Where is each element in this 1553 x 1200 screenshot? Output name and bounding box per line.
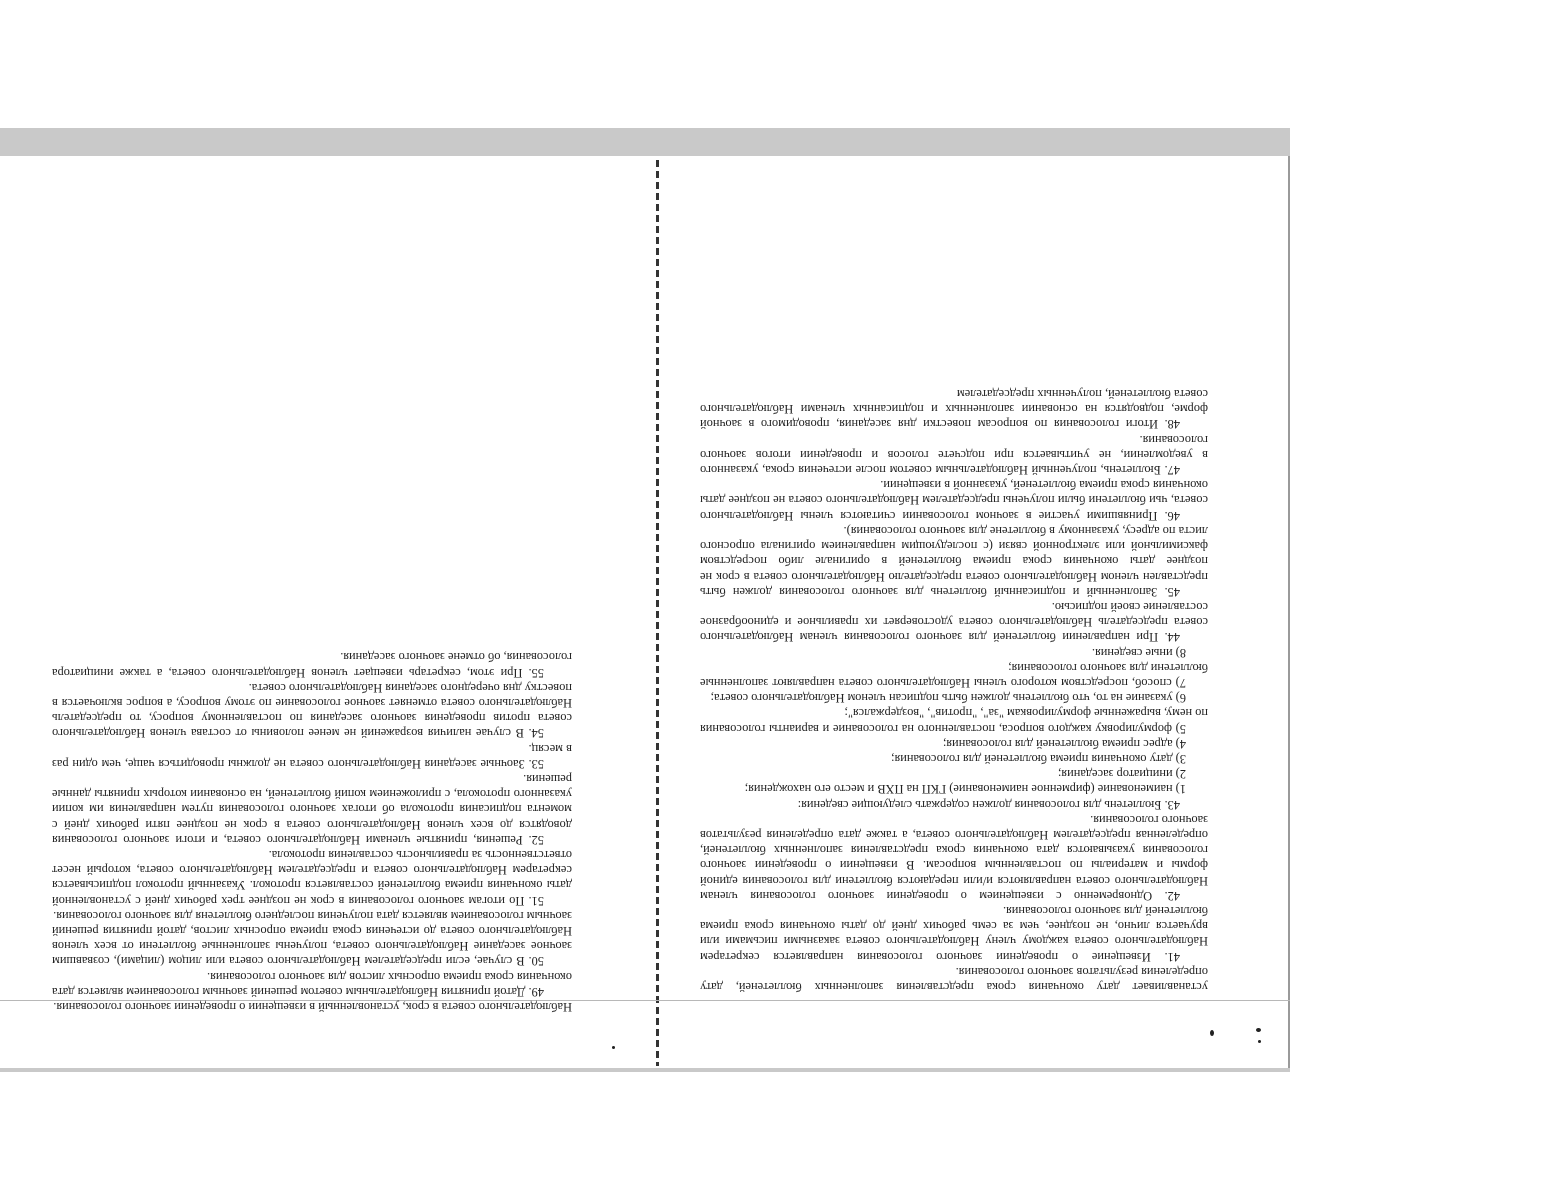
list-item: 7) способ, посредством которого члены Наблюдательного совета направляют заполненные бюллетени для заочного голосования; (700, 660, 1208, 690)
list-item: 4) адрес приема бюллетеней для голосования; (942, 736, 1186, 751)
page-fold-line (656, 160, 659, 1066)
paragraph: 45. Заполненный и подписанный бюллетень для заочного голосования должен быть представлен членом Наблюдательного совета председателю Наблюдательного совета в срок не позднее даты окончания срока приема бюллетеней в оригинале либо посредством факсимильной или электронной связи (с последующим направлением оригинала опросного листа по адресу, указанному в бюллетене для заочного голосования). (700, 523, 1208, 599)
paragraph: устанавливает дату окончания срока представления заполненных бюллетеней, дату определения результатов заочного голосования. (700, 964, 1208, 994)
sheet-edge (1288, 156, 1290, 1068)
list-item: 1) наименование (фирменное наименование) ГКП на ПХВ и место его нахождения; (744, 782, 1186, 797)
paragraph: 53. Заочные заседания Наблюдательного совета не должны проводиться чаще, чем один раз в месяц. (52, 741, 572, 771)
paragraph: 49. Датой принятия Наблюдательным советом решений заочным голосованием является дата окончания срока приема опросных листов для заочного голосования. (52, 969, 572, 999)
list-item: 3) дату окончания приема бюллетеней для голосования; (891, 751, 1186, 766)
list-item: 8) иные сведения. (1091, 645, 1186, 660)
paragraph: 43. Бюллетень для голосования должен содержать следующие сведения: (797, 797, 1180, 812)
list-item: 2) инициатор заседания; (1057, 767, 1186, 782)
paragraph: 42. Одновременно с извещением о проведении заочного голосования членам Наблюдательного совета направляются и/или передаются бюллетени для голосования единой формы и материалы по поставленным вопросам. В извещении о проведении заочного голосования указываются дата окончания срока представления заполненных бюллетеней, определенная председателем Наблюдательного совета, а также дата определения результатов заочного голосования. (700, 812, 1208, 903)
scan-speck (1258, 1040, 1261, 1043)
list-item: 5) формулировку каждого вопроса, поставленного на голосование и варианты голосования по нему, выраженные формулировкам "за", "против", "воздержался"; (700, 706, 1208, 736)
paragraph: 51. По итогам заочного голосования в срок не позднее трех рабочих дней с установленной даты окончания приема бюллетеней составляется протокол. Указанный протокол подписывается секретарем Наблюдательного совета и председателем Наблюдательного совета, который несет ответственность за правильность составления протокола. (52, 847, 572, 908)
list-item: 6) указание на то, что бюллетень должен быть подписан членом Наблюдательного совета; (710, 691, 1186, 706)
scan-speck (1210, 1030, 1214, 1036)
scan-speck (1256, 1028, 1261, 1032)
paragraph: 54. В случае наличия возражений не менее половины от состава членов Наблюдательного совета против проведения заочного заседания по поставленному вопросу, то председатель Наблюдательного совета отменяет заочное голосование по этому вопросу, а вопрос включается в повестку дня очередного заседания Наблюдательного совета. (52, 680, 572, 741)
right-page-text (700, 210, 1208, 994)
paragraph: 46. Принявшими участие в заочном голосовании считаются члены Наблюдательного совета, чьи бюллетени были получены председателем Наблюдательного совета не позднее даты окончания срока приема бюллетеней, указанной в извещении. (700, 478, 1208, 523)
paragraph: 44. При направлении бюллетеней для заочного голосования членам Наблюдательного совета председатель Наблюдательного совета удостоверяет их правильное и единообразное составление своей подписью. (700, 599, 1208, 645)
left-page-text (52, 502, 572, 1014)
paragraph: Наблюдательного совета в срок, установленный в извещении о проведении заочного голосования. (53, 1000, 572, 1014)
paragraph: 52. Решения, принятые членами Наблюдательного совета, и итоги заочного голосования доводятся до всех членов Наблюдательного совета в срок не позднее пяти рабочих дней с момента подписания протокола об итогах заочного голосования путем направления им копии указанного протокола, с приложением копий бюллетеней, на основании которых приняты данные решения. (52, 771, 572, 847)
paragraph: 41. Извещение о проведении заочного голосования направляется секретарем Наблюдательного совета каждому члену Наблюдательного совета заказными письмами или вручается лично, не позднее, чем за семь рабочих дней до даты окончания срока приема бюллетеней для заочного голосования. (700, 903, 1208, 964)
paragraph: 48. Итоги голосования по вопросам повестки дня заседания, проводимого в заочной форме, подводятся на основании заполненных и подписанных членами Наблюдательного совета бюллетеней, полученных председателем (700, 387, 1208, 432)
paragraph: 55. При этом, секретарь извещает членов Наблюдательного совета, а также инициатора голосования, об отмене заочного заседания. (52, 650, 572, 680)
scan-speck (612, 1046, 615, 1049)
paragraph: 47. Бюллетень, полученный Наблюдательным советом после истечения срока, указанного в уведомлении, не учитывается при подсчете голосов и проведении итогов заочного голосования. (700, 432, 1208, 478)
paragraph: 50. В случае, если председателем Наблюдательного совета или лицом (лицами), созвавшим заочное заседание Наблюдательного совета, получены заполненные бюллетени от всех членов Наблюдательного совета до истечения срока приема опросных листов, датой принятия решений заочным голосованием является дата получения последнего бюллетеня для заочного голосования. (52, 908, 572, 969)
